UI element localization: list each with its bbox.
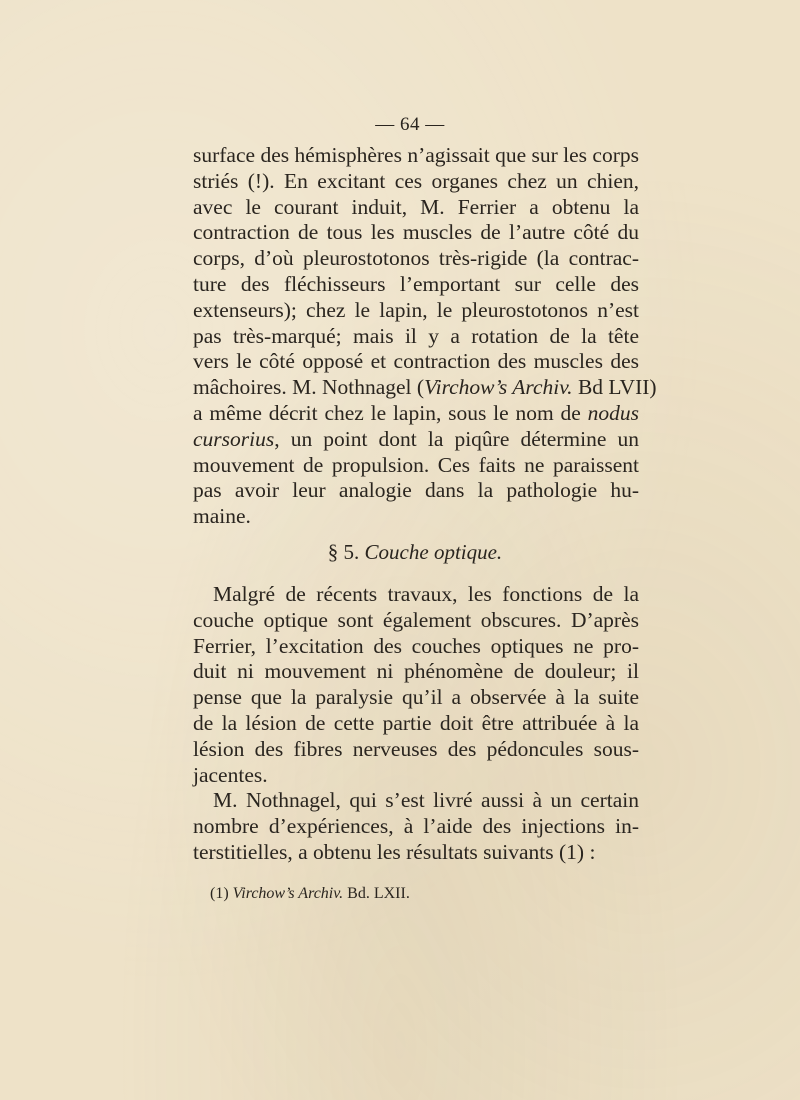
text-run: a même décrit chez le lapin, sous le nom de — [193, 400, 588, 425]
text-line: nombre d’expériences, à l’aide des injections in- — [193, 814, 639, 839]
page-number: — 64 — — [375, 114, 445, 135]
footnote — [210, 885, 410, 903]
text-run: mâchoires. M. Nothnagel ( — [193, 375, 425, 400]
latin-term: cursorius — [193, 426, 275, 451]
latin-term: nodus — [587, 400, 639, 425]
text-line: mouvement de propulsion. Ces faits ne paraissent — [193, 452, 639, 477]
text-line: jacentes. — [193, 762, 268, 787]
text-line: surface des hémisphères n’agissait que sur les corps — [193, 143, 639, 167]
text-line: vers le côté opposé et contraction des muscles des — [193, 349, 639, 374]
paragraph-optic-thalamus — [193, 582, 639, 866]
text-line — [193, 375, 657, 401]
text-line: M. Nothnagel, qui s’est livré aussi à un certain — [213, 788, 639, 813]
footnote-source: Virchow’s Archiv. — [232, 885, 344, 902]
text-line: corps, d’où pleurostotonos très-rigide (la contrac- — [193, 246, 639, 271]
text-line: duit ni mouvement ni phénomène de douleur; il — [193, 659, 639, 684]
text-run: , un point dont la piqûre détermine un — [274, 426, 639, 451]
text-line — [193, 401, 639, 427]
footnote-reference: Bd. LXII. — [343, 885, 410, 902]
section-title: Couche optique. — [364, 540, 503, 564]
text-line: extenseurs); chez le lapin, le pleurostotonos n’est — [193, 297, 639, 322]
text-line: contraction de tous les muscles de l’autre côté du — [193, 220, 639, 245]
text-line: striés (!). En excitant ces organes chez un chien, — [193, 168, 639, 193]
section-heading — [0, 540, 800, 565]
section-number: § 5. — [327, 540, 365, 564]
text-line: Ferrier, l’excitation des couches optiques ne pro- — [193, 633, 639, 658]
footnote-marker: (1) — [210, 885, 233, 902]
text-line: pas très-marqué; mais il y a rotation de la tête — [193, 323, 639, 348]
text-run: Bd LVII) — [572, 375, 657, 400]
text-line: pense que la paralysie qu’il a observée à la suite — [193, 685, 639, 710]
text-line: terstitielles, a obtenu les résultats suivants (1) : — [193, 839, 596, 864]
text-line: pas avoir leur analogie dans la pathologie hu- — [193, 478, 639, 503]
text-line — [193, 427, 639, 453]
text-line: Malgré de récents travaux, les fonctions de la — [213, 582, 639, 606]
text-line: lésion des fibres nerveuses des pédoncules sous- — [193, 736, 639, 761]
text-line: ture des fléchisseurs l’emportant sur celle des — [193, 271, 639, 296]
text-line: avec le courant induit, M. Ferrier a obtenu la — [193, 194, 639, 219]
text-line: maine. — [193, 504, 251, 529]
citation-title: Virchow’s Archiv. — [424, 375, 573, 400]
text-line: de la lésion de cette partie doit être attribuée à la — [193, 710, 639, 735]
paragraph-cerebral-hemispheres — [193, 143, 657, 530]
text-line: couche optique sont également obscures. D’après — [193, 607, 639, 632]
